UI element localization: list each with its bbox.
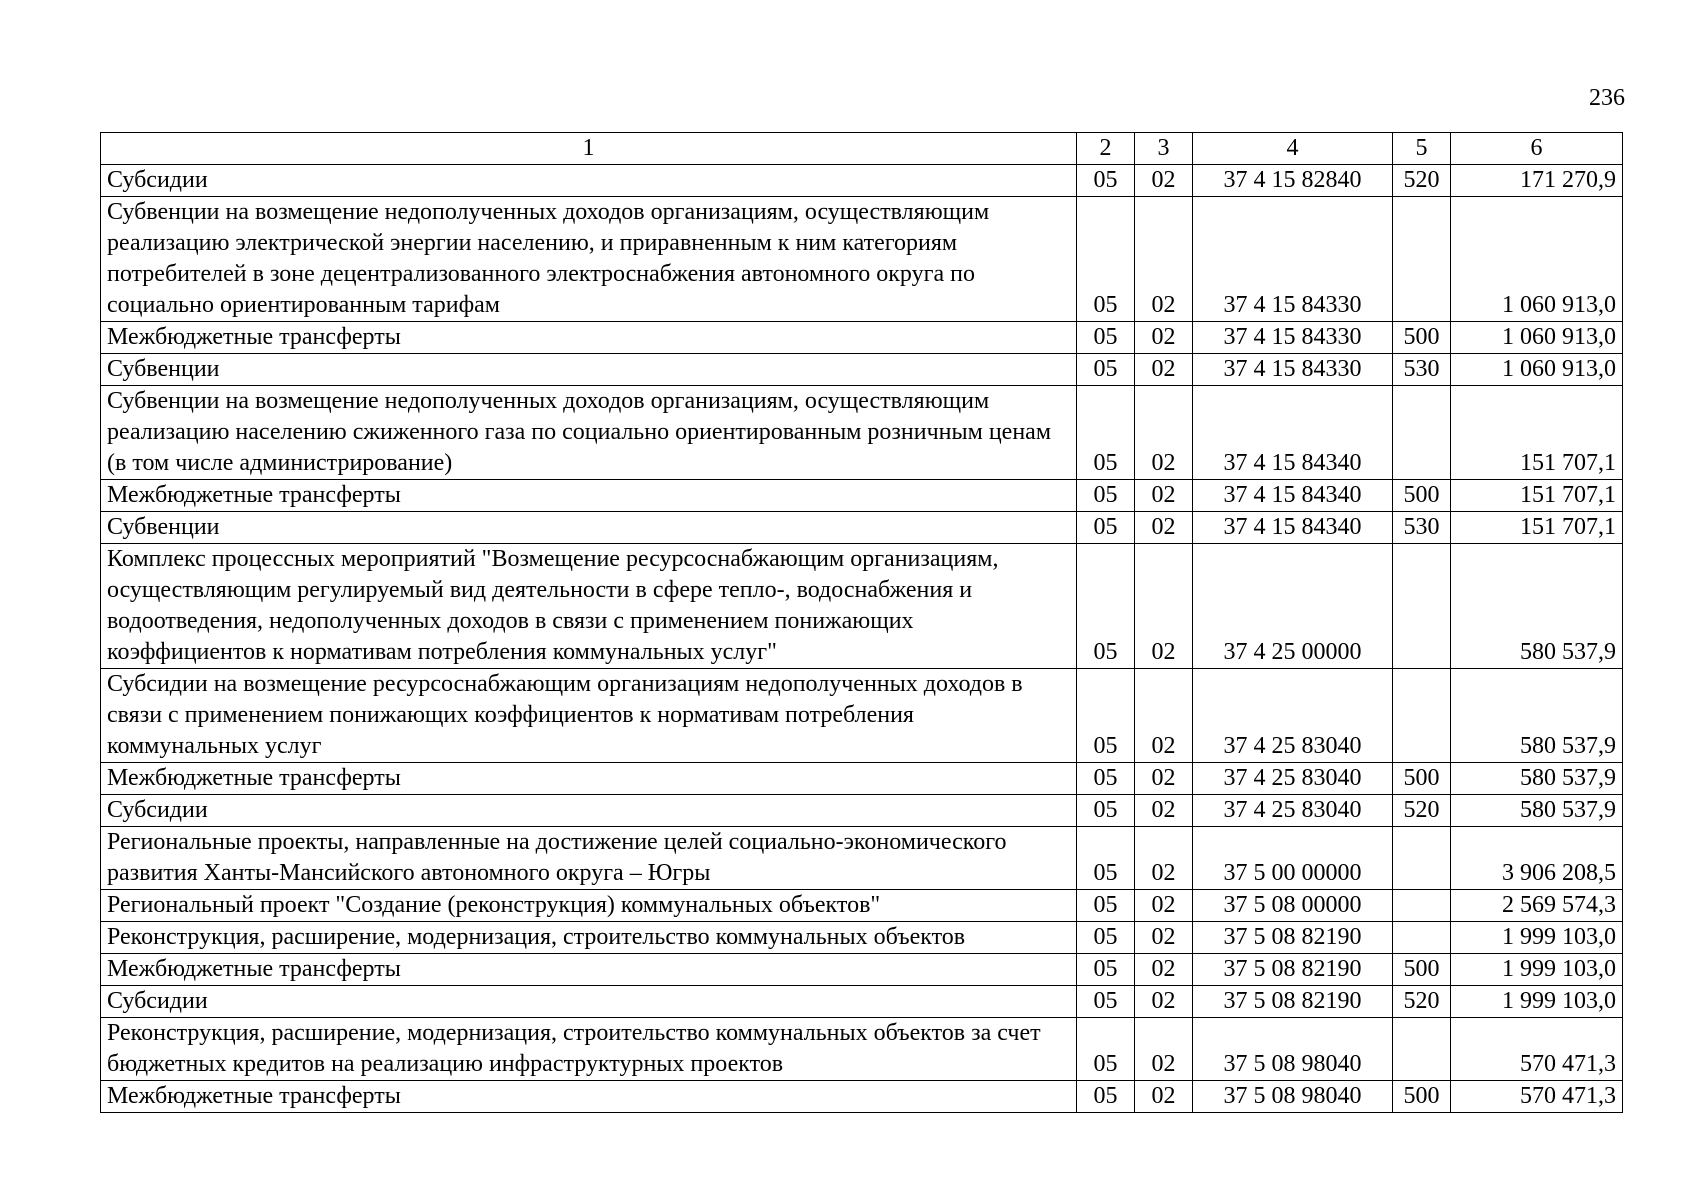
section-code-cell: 05: [1077, 197, 1135, 322]
target-article-cell: 37 4 15 84340: [1193, 512, 1393, 544]
row-name-cell: Межбюджетные трансферты: [101, 763, 1077, 795]
subsection-code-cell: 02: [1135, 669, 1193, 763]
section-code-cell: 05: [1077, 480, 1135, 512]
subsection-code-cell: 02: [1135, 322, 1193, 354]
table-row: [101, 322, 1623, 354]
expense-type-cell: [1393, 922, 1451, 954]
expense-type-cell: 500: [1393, 480, 1451, 512]
target-article-cell: 37 5 08 82190: [1193, 922, 1393, 954]
expense-type-cell: [1393, 827, 1451, 890]
row-name-cell: Межбюджетные трансферты: [101, 322, 1077, 354]
section-code-cell: 05: [1077, 386, 1135, 480]
row-name-cell: Межбюджетные трансферты: [101, 480, 1077, 512]
amount-cell: 570 471,3: [1451, 1018, 1623, 1081]
amount-cell: 580 537,9: [1451, 669, 1623, 763]
row-name-cell: Реконструкция, расширение, модернизация, строительство коммунальных объектов: [101, 922, 1077, 954]
column-header-3: 3: [1135, 133, 1193, 165]
amount-cell: 580 537,9: [1451, 795, 1623, 827]
table-row: [101, 669, 1623, 763]
amount-cell: 151 707,1: [1451, 512, 1623, 544]
section-code-cell: 05: [1077, 1081, 1135, 1113]
target-article-cell: 37 4 15 82840: [1193, 165, 1393, 197]
row-name-cell: Региональный проект "Создание (реконструкция) коммунальных объектов": [101, 890, 1077, 922]
table-row: [101, 954, 1623, 986]
section-code-cell: 05: [1077, 1018, 1135, 1081]
table-row: [101, 890, 1623, 922]
row-name-cell: Комплекс процессных мероприятий "Возмещение ресурсоснабжающим организациям, осуществляющим регулируемый вид деятельности в сфере тепло-, водоснабжения и водоотведения, недополученных доходов в связи с применением понижающих коэффициентов к нормативам потребления коммунальных услуг": [101, 544, 1077, 669]
subsection-code-cell: 02: [1135, 954, 1193, 986]
expense-type-cell: [1393, 890, 1451, 922]
subsection-code-cell: 02: [1135, 1081, 1193, 1113]
subsection-code-cell: 02: [1135, 165, 1193, 197]
section-code-cell: 05: [1077, 354, 1135, 386]
subsection-code-cell: 02: [1135, 512, 1193, 544]
amount-cell: 1 060 913,0: [1451, 197, 1623, 322]
table-row: [101, 1018, 1623, 1081]
row-name-cell: Региональные проекты, направленные на достижение целей социально-экономического развития Ханты-Мансийского автономного округа – Югры: [101, 827, 1077, 890]
amount-cell: 3 906 208,5: [1451, 827, 1623, 890]
amount-cell: 570 471,3: [1451, 1081, 1623, 1113]
column-header-5: 5: [1393, 133, 1451, 165]
amount-cell: 580 537,9: [1451, 763, 1623, 795]
expense-type-cell: [1393, 197, 1451, 322]
section-code-cell: 05: [1077, 890, 1135, 922]
table-row: [101, 512, 1623, 544]
target-article-cell: 37 5 08 98040: [1193, 1018, 1393, 1081]
amount-cell: 2 569 574,3: [1451, 890, 1623, 922]
row-name-cell: Реконструкция, расширение, модернизация, строительство коммунальных объектов за счет бюджетных кредитов на реализацию инфраструктурных проектов: [101, 1018, 1077, 1081]
subsection-code-cell: 02: [1135, 386, 1193, 480]
column-header-2: 2: [1077, 133, 1135, 165]
row-name-cell: Субвенции на возмещение недополученных доходов организациям, осуществляющим реализацию населению сжиженного газа по социально ориентированным розничным ценам (в том числе администрирование): [101, 386, 1077, 480]
expense-type-cell: 520: [1393, 165, 1451, 197]
expense-type-cell: 530: [1393, 512, 1451, 544]
subsection-code-cell: 02: [1135, 763, 1193, 795]
subsection-code-cell: 02: [1135, 480, 1193, 512]
subsection-code-cell: 02: [1135, 197, 1193, 322]
row-name-cell: Субвенции: [101, 354, 1077, 386]
section-code-cell: 05: [1077, 922, 1135, 954]
target-article-cell: 37 4 25 83040: [1193, 795, 1393, 827]
column-header-4: 4: [1193, 133, 1393, 165]
subsection-code-cell: 02: [1135, 922, 1193, 954]
target-article-cell: 37 5 00 00000: [1193, 827, 1393, 890]
section-code-cell: 05: [1077, 322, 1135, 354]
target-article-cell: 37 5 08 98040: [1193, 1081, 1393, 1113]
amount-cell: 171 270,9: [1451, 165, 1623, 197]
table-row: [101, 1081, 1623, 1113]
page-number: 236: [1589, 85, 1625, 111]
target-article-cell: 37 4 25 83040: [1193, 763, 1393, 795]
expense-type-cell: 500: [1393, 763, 1451, 795]
amount-cell: 151 707,1: [1451, 480, 1623, 512]
expense-type-cell: 500: [1393, 954, 1451, 986]
subsection-code-cell: 02: [1135, 544, 1193, 669]
section-code-cell: 05: [1077, 669, 1135, 763]
amount-cell: 1 999 103,0: [1451, 954, 1623, 986]
table-row: [101, 480, 1623, 512]
target-article-cell: 37 5 08 82190: [1193, 954, 1393, 986]
section-code-cell: 05: [1077, 165, 1135, 197]
target-article-cell: 37 5 08 82190: [1193, 986, 1393, 1018]
target-article-cell: 37 4 15 84340: [1193, 480, 1393, 512]
expense-type-cell: [1393, 386, 1451, 480]
row-name-cell: Субсидии: [101, 986, 1077, 1018]
target-article-cell: 37 4 25 83040: [1193, 669, 1393, 763]
expense-type-cell: 520: [1393, 986, 1451, 1018]
budget-table: [100, 132, 1623, 1113]
section-code-cell: 05: [1077, 986, 1135, 1018]
row-name-cell: Субвенции: [101, 512, 1077, 544]
section-code-cell: 05: [1077, 544, 1135, 669]
table-header-row: [101, 133, 1623, 165]
section-code-cell: 05: [1077, 512, 1135, 544]
subsection-code-cell: 02: [1135, 890, 1193, 922]
table-row: [101, 197, 1623, 322]
row-name-cell: Межбюджетные трансферты: [101, 954, 1077, 986]
subsection-code-cell: 02: [1135, 795, 1193, 827]
row-name-cell: Субсидии: [101, 165, 1077, 197]
expense-type-cell: 500: [1393, 1081, 1451, 1113]
table-row: [101, 795, 1623, 827]
row-name-cell: Субсидии на возмещение ресурсоснабжающим организациям недополученных доходов в связи с применением понижающих коэффициентов к нормативам потребления коммунальных услуг: [101, 669, 1077, 763]
amount-cell: 1 999 103,0: [1451, 986, 1623, 1018]
amount-cell: 151 707,1: [1451, 386, 1623, 480]
target-article-cell: 37 4 15 84330: [1193, 354, 1393, 386]
row-name-cell: Субвенции на возмещение недополученных доходов организациям, осуществляющим реализацию электрической энергии населению, и приравненным к ним категориям потребителей в зоне децентрализованного электроснабжения автономного округа по социально ориентированным тарифам: [101, 197, 1077, 322]
subsection-code-cell: 02: [1135, 986, 1193, 1018]
amount-cell: 1 060 913,0: [1451, 322, 1623, 354]
table-row: [101, 763, 1623, 795]
expense-type-cell: [1393, 669, 1451, 763]
expense-type-cell: 520: [1393, 795, 1451, 827]
table-row: [101, 386, 1623, 480]
expense-type-cell: 500: [1393, 322, 1451, 354]
row-name-cell: Межбюджетные трансферты: [101, 1081, 1077, 1113]
target-article-cell: 37 4 15 84340: [1193, 386, 1393, 480]
subsection-code-cell: 02: [1135, 354, 1193, 386]
subsection-code-cell: 02: [1135, 1018, 1193, 1081]
expense-type-cell: [1393, 544, 1451, 669]
table-row: [101, 544, 1623, 669]
target-article-cell: 37 4 15 84330: [1193, 322, 1393, 354]
table-body: [101, 165, 1623, 1113]
expense-type-cell: [1393, 1018, 1451, 1081]
section-code-cell: 05: [1077, 954, 1135, 986]
section-code-cell: 05: [1077, 763, 1135, 795]
column-header-6: 6: [1451, 133, 1623, 165]
table-row: [101, 922, 1623, 954]
target-article-cell: 37 4 15 84330: [1193, 197, 1393, 322]
amount-cell: 1 999 103,0: [1451, 922, 1623, 954]
target-article-cell: 37 5 08 00000: [1193, 890, 1393, 922]
table-row: [101, 165, 1623, 197]
target-article-cell: 37 4 25 00000: [1193, 544, 1393, 669]
subsection-code-cell: 02: [1135, 827, 1193, 890]
table-row: [101, 986, 1623, 1018]
section-code-cell: 05: [1077, 795, 1135, 827]
row-name-cell: Субсидии: [101, 795, 1077, 827]
amount-cell: 1 060 913,0: [1451, 354, 1623, 386]
table-row: [101, 827, 1623, 890]
expense-type-cell: 530: [1393, 354, 1451, 386]
amount-cell: 580 537,9: [1451, 544, 1623, 669]
section-code-cell: 05: [1077, 827, 1135, 890]
table-row: [101, 354, 1623, 386]
column-header-1: 1: [101, 133, 1077, 165]
